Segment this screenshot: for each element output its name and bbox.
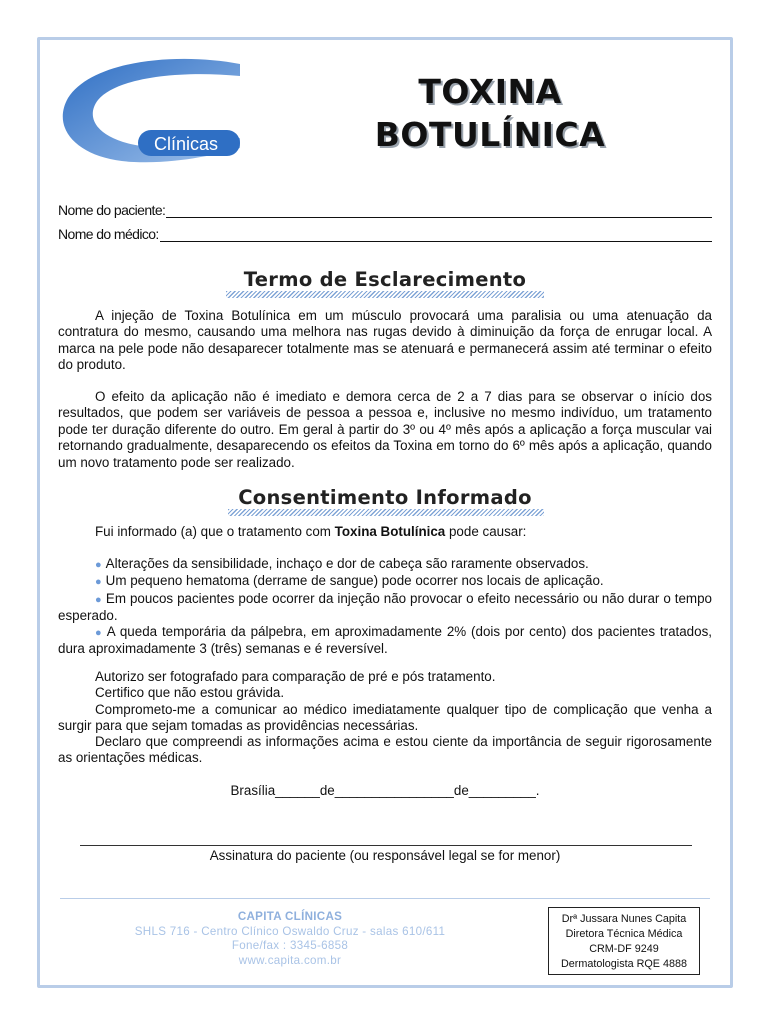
risk-list <box>58 556 712 658</box>
paragraph-1: A injeção de Toxina Botulínica em um músculo provocará uma paralisia ou uma atenuação da contratura do mesmo, causando uma melhora nas rugas devido à diminuição da força de enrugar local. A marca na pele pode não desaparecer totalmente mas se atenuará e permanecerá assim até terminar o efeito do produto. <box>58 308 712 373</box>
capita-logo <box>58 58 248 166</box>
patient-name-label: Nome do paciente: <box>58 202 166 218</box>
list-item: ● Em poucos pacientes pode ocorrer da injeção não provocar o efeito necessário ou não durar o tempo esperado. <box>58 590 712 623</box>
doctor-name-label: Nome do médico: <box>58 226 159 242</box>
title-line-2: BOTULÍNICA <box>374 115 606 154</box>
clinic-name: CAPITA CLÍNICAS <box>237 910 343 923</box>
doctor-name-line[interactable] <box>160 228 712 242</box>
doctor-credentials <box>548 907 700 975</box>
statement: Autorizo ser fotografado para comparação de pré e pós tratamento. <box>95 669 496 684</box>
footer-divider <box>60 898 710 899</box>
svg-text:Capita: Capita <box>130 88 229 126</box>
bullet-icon: ● <box>95 576 102 589</box>
signature-line[interactable] <box>80 845 692 846</box>
bullet-icon: ● <box>95 559 102 571</box>
paragraph-2: O efeito da aplicação não é imediato e demora cerca de 2 a 7 dias para se observar o início dos resultados, que podem ser variáveis de pessoa a pessoa e, inclusive no mesmo indivíduo, um tratamento pode ter duração diferente do outro. Em geral à partir do 3º ou 4º mês após a aplicação a força muscular vai retornando gradualmente, desaparecendo os efeitos da Toxina em torno do 6º mês após a aplicação, quando um novo tratamento pode ser realizado. <box>58 389 712 470</box>
doctor-crm: CRM-DF 9249 <box>589 943 659 955</box>
doctor-role: Diretora Técnica Médica <box>565 928 683 940</box>
statement: Certifico que não estou grávida. <box>95 685 285 701</box>
bullet-icon: ● <box>95 593 102 606</box>
clinic-website[interactable]: www.capita.com.br <box>238 953 342 967</box>
date-line[interactable]: Brasília______de________________de_________. <box>230 783 540 798</box>
section-underline-1 <box>226 291 544 298</box>
patient-name-line[interactable] <box>166 204 712 218</box>
svg-text:Clínicas: Clínicas <box>154 134 219 154</box>
doctor-name: Drª Jussara Nunes Capita <box>561 913 687 925</box>
patient-name-field[interactable] <box>58 202 712 218</box>
signature-label: Assinatura do paciente (ou responsável legal se for menor) <box>209 848 561 863</box>
clinic-phone: Fone/fax : 3345-6858 <box>231 939 349 952</box>
bullet-icon: ● <box>95 627 103 640</box>
title-line-1: TOXINA <box>418 72 562 111</box>
statement: Declaro que compreendi as informações acima e estou ciente da importância de seguir rigorosamente as orientações médicas. <box>58 734 712 766</box>
list-item: ● Alterações da sensibilidade, inchaço e dor de cabeça são raramente observados. <box>95 556 589 571</box>
doctor-specialty: Dermatologista RQE 4888 <box>560 958 688 970</box>
clinic-address: SHLS 716 - Centro Clínico Oswaldo Cruz - salas 610/611 <box>134 924 446 938</box>
clinic-info <box>110 910 470 968</box>
section-title-consentimento: Consentimento Informado <box>238 486 532 509</box>
section-title-esclarecimento: Termo de Esclarecimento <box>243 268 527 291</box>
doctor-name-field[interactable] <box>58 226 712 242</box>
statements <box>58 669 712 767</box>
document-title <box>330 70 650 156</box>
list-item: ● A queda temporária da pálpebra, em aproximadamente 2% (dois por cento) dos pacientes tratados, dura aproximadamente 3 (três) semanas e é reversível. <box>58 624 712 657</box>
statement: Comprometo-me a comunicar ao médico imediatamente qualquer tipo de complicação que venha a surgir para que sejam tomadas as providências necessárias. <box>58 701 712 733</box>
section-underline-2 <box>228 509 544 516</box>
consent-intro: Fui informado (a) que o tratamento com Toxina Botulínica pode causar: <box>95 524 527 539</box>
list-item: ● Um pequeno hematoma (derrame de sangue) pode ocorrer nos locais de aplicação. <box>95 573 604 589</box>
